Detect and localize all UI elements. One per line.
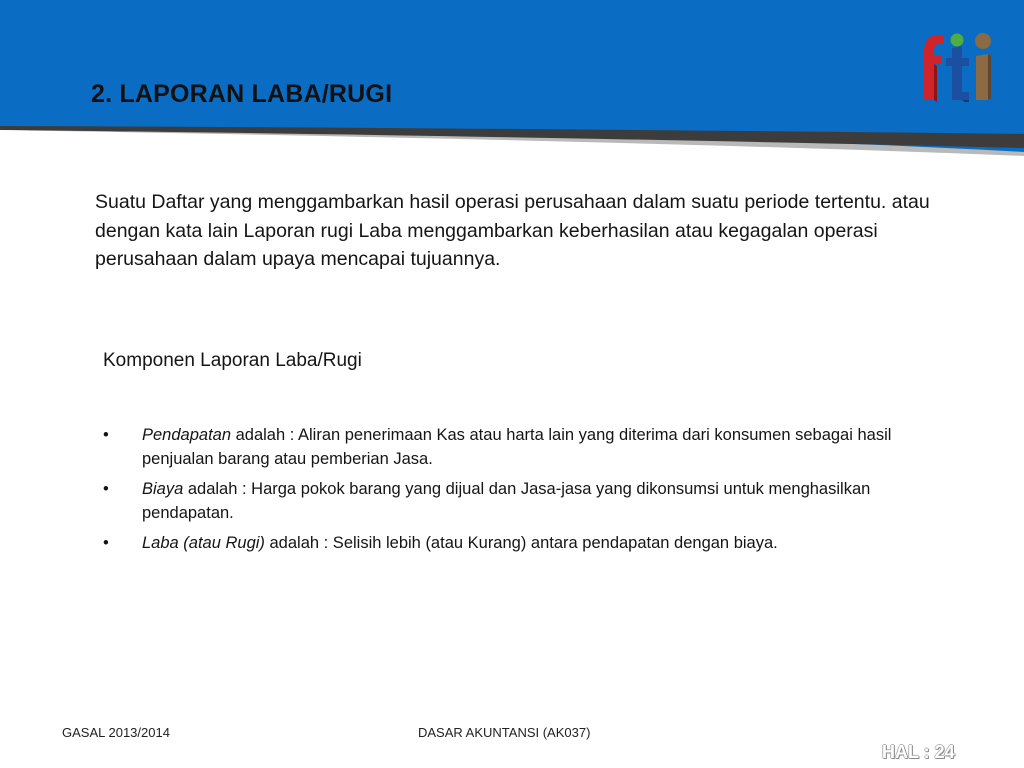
list-item-term: Pendapatan bbox=[142, 426, 232, 444]
footer-semester: GASAL 2013/2014 bbox=[62, 725, 170, 740]
list-item-definition: adalah : Aliran penerimaan Kas atau harta lain yang diterima dari konsumen sebagai hasil penjualan barang atau pemberian Jasa. bbox=[142, 426, 892, 468]
bullet-marker: • bbox=[103, 480, 109, 498]
page-number: HAL : 24 bbox=[882, 742, 955, 762]
footer-course: DASAR AKUNTANSI (AK037) bbox=[418, 725, 591, 740]
list-item-definition: adalah : Selisih lebih (atau Kurang) antara pendapatan dengan biaya. bbox=[264, 534, 778, 552]
bullet-marker: • bbox=[103, 534, 109, 552]
intro-paragraph: Suatu Daftar yang menggambarkan hasil operasi perusahaan dalam suatu periode tertentu. atau dengan kata lain Laporan rugi Laba menggambarkan keberhasilan atau kegagalan operasi perusahaan dalam upaya mencapai tujuannya. bbox=[95, 191, 930, 270]
fti-logo-icon bbox=[918, 22, 1002, 104]
list-item bbox=[103, 423, 933, 471]
list-item bbox=[103, 477, 933, 525]
component-list bbox=[103, 423, 933, 561]
list-item-term: Biaya bbox=[142, 480, 184, 498]
bullet-marker: • bbox=[103, 426, 109, 444]
list-item-definition: adalah : Harga pokok barang yang dijual dan Jasa-jasa yang dikonsumsi untuk menghasilkan pendapatan. bbox=[142, 480, 871, 522]
section-subheading: Komponen Laporan Laba/Rugi bbox=[103, 350, 362, 371]
slide-title: 2. LAPORAN LABA/RUGI bbox=[91, 80, 393, 108]
list-item-term: Laba (atau Rugi) bbox=[142, 534, 265, 552]
list-item bbox=[103, 531, 933, 555]
